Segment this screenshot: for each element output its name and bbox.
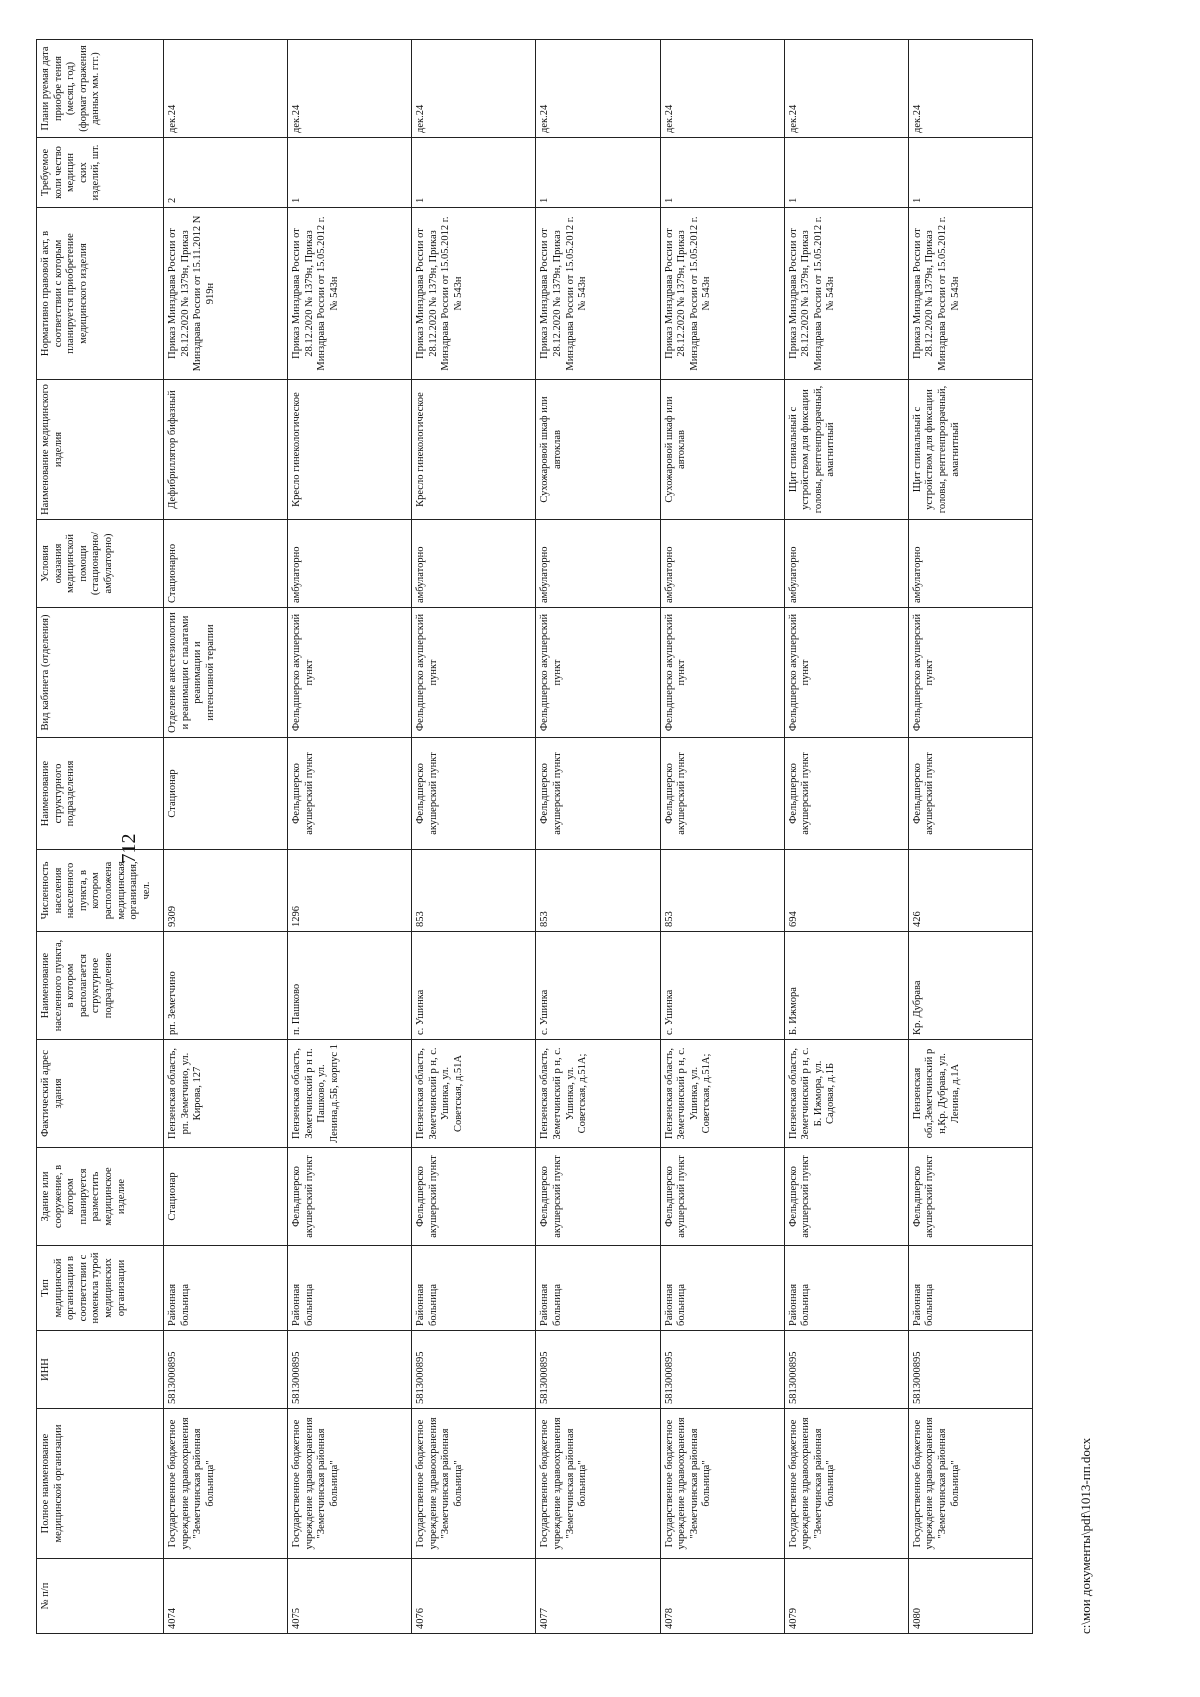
table-row [536,40,660,1634]
cell-unit: Фельдшерско акушерский пункт [536,738,660,850]
cell-cabinet: Фельдшерско акушерский пункт [536,608,660,738]
cell-cabinet: Фельдшерско акушерский пункт [412,608,536,738]
column-header: № п/п [37,1559,164,1634]
cell-address: Пензенская область, рп. Земетчино, ул. Кирова, 127 [164,1040,288,1148]
table-row [784,40,908,1634]
cell-settlement: с. Ушинка [660,932,784,1040]
column-header: Нормативно правовой акт, в соответствии с которым планируется приобретение медицинского изделия [37,208,164,380]
cell-unit: Фельдшерско акушерский пункт [288,738,412,850]
cell-inn: 5813000895 [164,1331,288,1409]
cell-qty: 1 [536,138,660,208]
cell-device: Щит спинальный с устройством для фиксации головы, рентгенпрозрачный, амагнитный [908,380,1032,520]
cell-conditions: амбулаторно [908,520,1032,608]
cell-org: Государственное бюджетное учреждение здравоохранения "Земетчинская районная больница" [412,1409,536,1559]
table-row [288,40,412,1634]
page-number: 712 [118,833,140,864]
cell-act: Приказ Минздрава России от 28.12.2020 № 1379н, Приказ Минздрава России от 15.05.2012 г. № 543н [288,208,412,380]
cell-cabinet: Фельдшерско акушерский пункт [784,608,908,738]
table-row [412,40,536,1634]
cell-population: 1296 [288,850,412,932]
cell-qty: 1 [908,138,1032,208]
cell-population: 426 [908,850,1032,932]
cell-unit: Фельдшерско акушерский пункт [908,738,1032,850]
column-header: ИНН [37,1331,164,1409]
cell-address: Пензенская обл,Земетчинский р н,Кр. Дубрава, ул. Ленина, д.1А [908,1040,1032,1148]
cell-population: 694 [784,850,908,932]
cell-date: дек.24 [536,40,660,138]
cell-org: Государственное бюджетное учреждение здравоохранения "Земетчинская районная больница" [288,1409,412,1559]
cell-num: 4079 [784,1559,908,1634]
cell-population: 9309 [164,850,288,932]
column-header: Наименование населенного пункта, в котором располагается структурное подразделение [37,932,164,1040]
cell-conditions: амбулаторно [536,520,660,608]
table-row [908,40,1032,1634]
cell-date: дек.24 [164,40,288,138]
cell-qty: 1 [784,138,908,208]
cell-type: Районная больница [288,1246,412,1331]
table-row [660,40,784,1634]
cell-type: Районная больница [660,1246,784,1331]
cell-org: Государственное бюджетное учреждение здравоохранения "Земетчинская районная больница" [660,1409,784,1559]
cell-unit: Стационар [164,738,288,850]
table-header-row [37,40,164,1634]
column-header: Вид кабинета (отделения) [37,608,164,738]
cell-org: Государственное бюджетное учреждение здравоохранения "Земетчинская районная больница" [908,1409,1032,1559]
cell-qty: 1 [660,138,784,208]
cell-org: Государственное бюджетное учреждение здравоохранения "Земетчинская районная больница" [784,1409,908,1559]
column-header: Полное наименование медицинской организации [37,1409,164,1559]
cell-settlement: рп. Земетчино [164,932,288,1040]
cell-building: Стационар [164,1148,288,1246]
cell-address: Пензенская область, Земетчинский р н, с. Ушинка, ул. Советская, д.51А [412,1040,536,1148]
cell-act: Приказ Минздрава России от 28.12.2020 № 1379н, Приказ Минздрава России от 15.11.2012 N 919н [164,208,288,380]
cell-building: Фельдшерско акушерский пункт [536,1148,660,1246]
cell-org: Государственное бюджетное учреждение здравоохранения "Земетчинская районная больница" [536,1409,660,1559]
cell-qty: 1 [288,138,412,208]
cell-date: дек.24 [288,40,412,138]
cell-device: Дефибриллятор бифазный [164,380,288,520]
cell-population: 853 [660,850,784,932]
cell-date: дек.24 [908,40,1032,138]
cell-address: Пензенская область, Земетчинский р н, с. Б. Ижмора, ул. Садовая, д.1Б [784,1040,908,1148]
cell-num: 4075 [288,1559,412,1634]
table-body [164,40,1033,1634]
cell-settlement: Кр. Дубрава [908,932,1032,1040]
cell-act: Приказ Минздрава России от 28.12.2020 № 1379н, Приказ Минздрава России от 15.05.2012 г. № 543н [908,208,1032,380]
cell-population: 853 [412,850,536,932]
column-header: Тип медицинской организации в соответствии с номенкла турой медицинских организации [37,1246,164,1331]
cell-population: 853 [536,850,660,932]
cell-num: 4080 [908,1559,1032,1634]
cell-act: Приказ Минздрава России от 28.12.2020 № 1379н, Приказ Минздрава России от 15.05.2012 г. № 543н [536,208,660,380]
cell-unit: Фельдшерско акушерский пункт [784,738,908,850]
cell-device: Кресло гинекологическое [412,380,536,520]
cell-num: 4074 [164,1559,288,1634]
cell-address: Пензенская область, Земетчинский р н, с. Ушинка, ул. Советская, д.51А; [536,1040,660,1148]
cell-conditions: Стационарно [164,520,288,608]
cell-building: Фельдшерско акушерский пункт [660,1148,784,1246]
cell-address: Пензенская область, Земетчинский р н, с. Ушинка, ул. Советская, д.51А; [660,1040,784,1148]
cell-inn: 5813000895 [288,1331,412,1409]
cell-num: 4078 [660,1559,784,1634]
cell-settlement: п. Пашково [288,932,412,1040]
footer-file-path: c:\мои документы\pdf\1013-пп.docx [1078,1437,1093,1634]
cell-device: Сухожаровой шкаф или автоклав [536,380,660,520]
cell-num: 4077 [536,1559,660,1634]
cell-inn: 5813000895 [412,1331,536,1409]
cell-act: Приказ Минздрава России от 28.12.2020 № 1379н, Приказ Минздрава России от 15.05.2012 г. № 543н [660,208,784,380]
cell-device: Кресло гинекологическое [288,380,412,520]
column-header: Наименование медицинского изделия [37,380,164,520]
cell-type: Районная больница [536,1246,660,1331]
cell-type: Районная больница [412,1246,536,1331]
cell-type: Районная больница [164,1246,288,1331]
column-header: Условия оказания медицинской помощи (стационарно/ амбулаторно) [37,520,164,608]
column-header: Фактический адрес здания [37,1040,164,1148]
cell-org: Государственное бюджетное учреждение здравоохранения "Земетчинская районная больница" [164,1409,288,1559]
column-header: Здание или сооружение, в котором планируется разместить медицинское изделие [37,1148,164,1246]
cell-conditions: амбулаторно [784,520,908,608]
cell-conditions: амбулаторно [660,520,784,608]
cell-inn: 5813000895 [536,1331,660,1409]
cell-cabinet: Отделение анестезиологии и реанимации с палатами реанимации и интенсивной терапии [164,608,288,738]
cell-settlement: с. Ушинка [536,932,660,1040]
cell-device: Щит спинальный с устройством для фиксации головы, рентгенпрозрачный, амагнитный [784,380,908,520]
cell-cabinet: Фельдшерско акушерский пункт [908,608,1032,738]
column-header: Численность населения населенного пункта, в котором расположена медицинская организация, чел. [37,850,164,932]
cell-type: Районная больница [908,1246,1032,1331]
cell-conditions: амбулаторно [288,520,412,608]
table-row [164,40,288,1634]
cell-cabinet: Фельдшерско акушерский пункт [288,608,412,738]
cell-inn: 5813000895 [784,1331,908,1409]
cell-settlement: с. Ушинка [412,932,536,1040]
column-header: Плани руемая дата приобре тения (месяц, год) (формат отражения данных мм. ггг.) [37,40,164,138]
column-header: Требуемое коли чество медицин ских изделий, шт. [37,138,164,208]
cell-conditions: амбулаторно [412,520,536,608]
cell-settlement: Б. Ижмора [784,932,908,1040]
cell-address: Пензенская область, Земетчинский р н п. Пашково, ул. Ленина,д.5Б, корпус 1 [288,1040,412,1148]
cell-qty: 2 [164,138,288,208]
cell-date: дек.24 [660,40,784,138]
cell-building: Фельдшерско акушерский пункт [784,1148,908,1246]
cell-inn: 5813000895 [908,1331,1032,1409]
cell-act: Приказ Минздрава России от 28.12.2020 № 1379н, Приказ Минздрава России от 15.05.2012 г. № 543н [412,208,536,380]
cell-act: Приказ Минздрава России от 28.12.2020 № 1379н, Приказ Минздрава России от 15.05.2012 г. № 543н [784,208,908,380]
cell-unit: Фельдшерско акушерский пункт [412,738,536,850]
cell-unit: Фельдшерско акушерский пункт [660,738,784,850]
cell-device: Сухожаровой шкаф или автоклав [660,380,784,520]
cell-building: Фельдшерско акушерский пункт [908,1148,1032,1246]
cell-date: дек.24 [412,40,536,138]
cell-date: дек.24 [784,40,908,138]
cell-inn: 5813000895 [660,1331,784,1409]
cell-qty: 1 [412,138,536,208]
medical-devices-table [36,39,1033,1634]
column-header: Наименование структурного подразделения [37,738,164,850]
cell-building: Фельдшерско акушерский пункт [412,1148,536,1246]
cell-cabinet: Фельдшерско акушерский пункт [660,608,784,738]
cell-building: Фельдшерско акушерский пункт [288,1148,412,1246]
cell-num: 4076 [412,1559,536,1634]
cell-type: Районная больница [784,1246,908,1331]
